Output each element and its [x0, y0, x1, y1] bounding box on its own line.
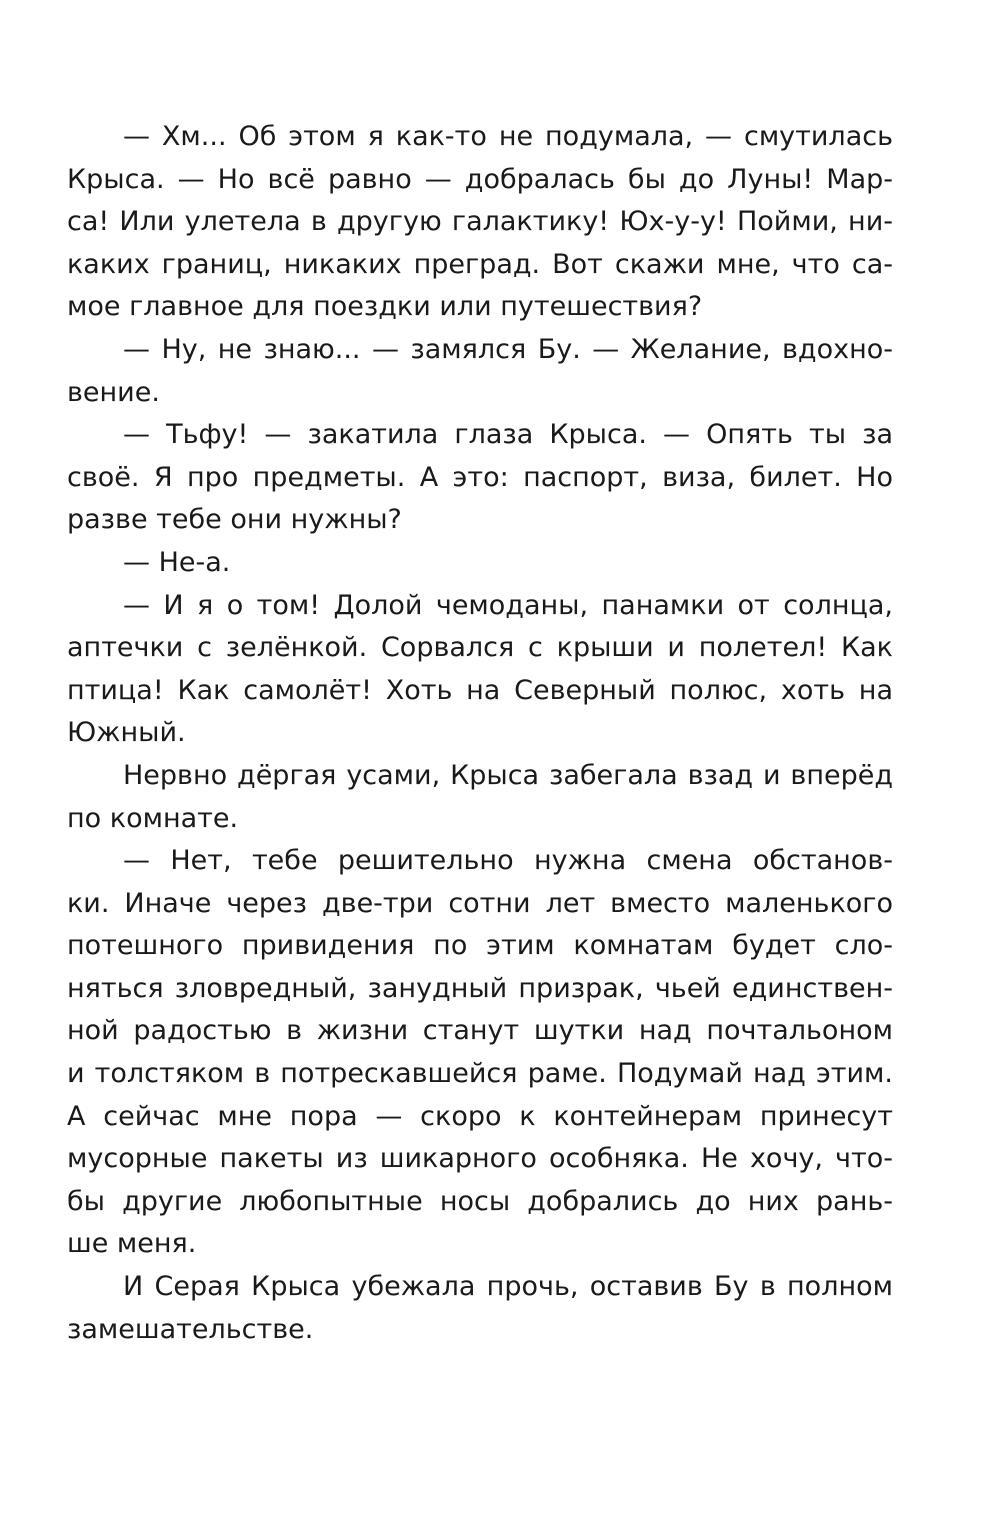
text-line: — И я о том! Долой чемоданы, панамки от солнца, [123, 589, 893, 621]
text-line: — Хм... Об этом я как-то не подумала, — смутилась [123, 121, 893, 152]
text-line: замешательстве. [67, 1313, 314, 1345]
text-line: А сейчас мне пора — скоро к контейнерам принесут [67, 1100, 893, 1132]
text-line: ки. Иначе через две-три сотни лет вместо маленького [67, 887, 893, 919]
text-line: са! Или улетела в другую галактику! Юх-у-у! Пойми, ни- [67, 206, 893, 238]
text-line: каких границ, никаких преград. Вот скажи мне, что са- [67, 248, 893, 280]
text-line: Южный. [67, 717, 186, 749]
text-line: — Не-а. [123, 546, 231, 578]
page-text [67, 116, 893, 1351]
text-line: ной радостью в жизни станут шутки над почтальоном [67, 1015, 893, 1047]
text-line: ше меня. [67, 1228, 197, 1260]
text-line: — Тьфу! — закатила глаза Крыса. — Опять ты за [123, 419, 893, 451]
text-line: Нервно дёргая усами, Крыса забегала взад и вперёд [123, 759, 893, 791]
text-line: по комнате. [67, 802, 239, 834]
text-line: бы другие любопытные носы добрались до них рань- [67, 1185, 893, 1217]
text-line: и толстяком в потрескавшейся раме. Подумай над этим. [67, 1058, 893, 1090]
text-line: мое главное для поездки или путешествия? [67, 291, 703, 323]
text-line: аптечки с зелёнкой. Сорвался с крыши и полетел! Как [67, 632, 893, 664]
text-line: мусорные пакеты из шикарного особняка. Не хочу, что- [67, 1143, 893, 1175]
text-line: разве тебе они нужны? [67, 504, 402, 536]
text-line: птица! Как самолёт! Хоть на Северный полюс, хоть на [67, 674, 893, 706]
text-line: — Нет, тебе решительно нужна смена обстанов- [123, 845, 893, 877]
text-line: потешного привидения по этим комнатам будет сло- [67, 930, 893, 962]
text-line: няться зловредный, занудный призрак, чьей единствен- [67, 972, 893, 1004]
text-line: Крыса. — Но всё равно — добралась бы до Луны! Мар- [67, 163, 893, 195]
text-line: своё. Я про предметы. А это: паспорт, виза, билет. Но [67, 461, 893, 493]
text-line: — Ну, не знаю... — замялся Бу. — Желание, вдохно- [123, 333, 893, 365]
text-line: И Серая Крыса убежала прочь, оставив Бу в полном [123, 1271, 893, 1303]
text-line: вение. [67, 376, 160, 408]
